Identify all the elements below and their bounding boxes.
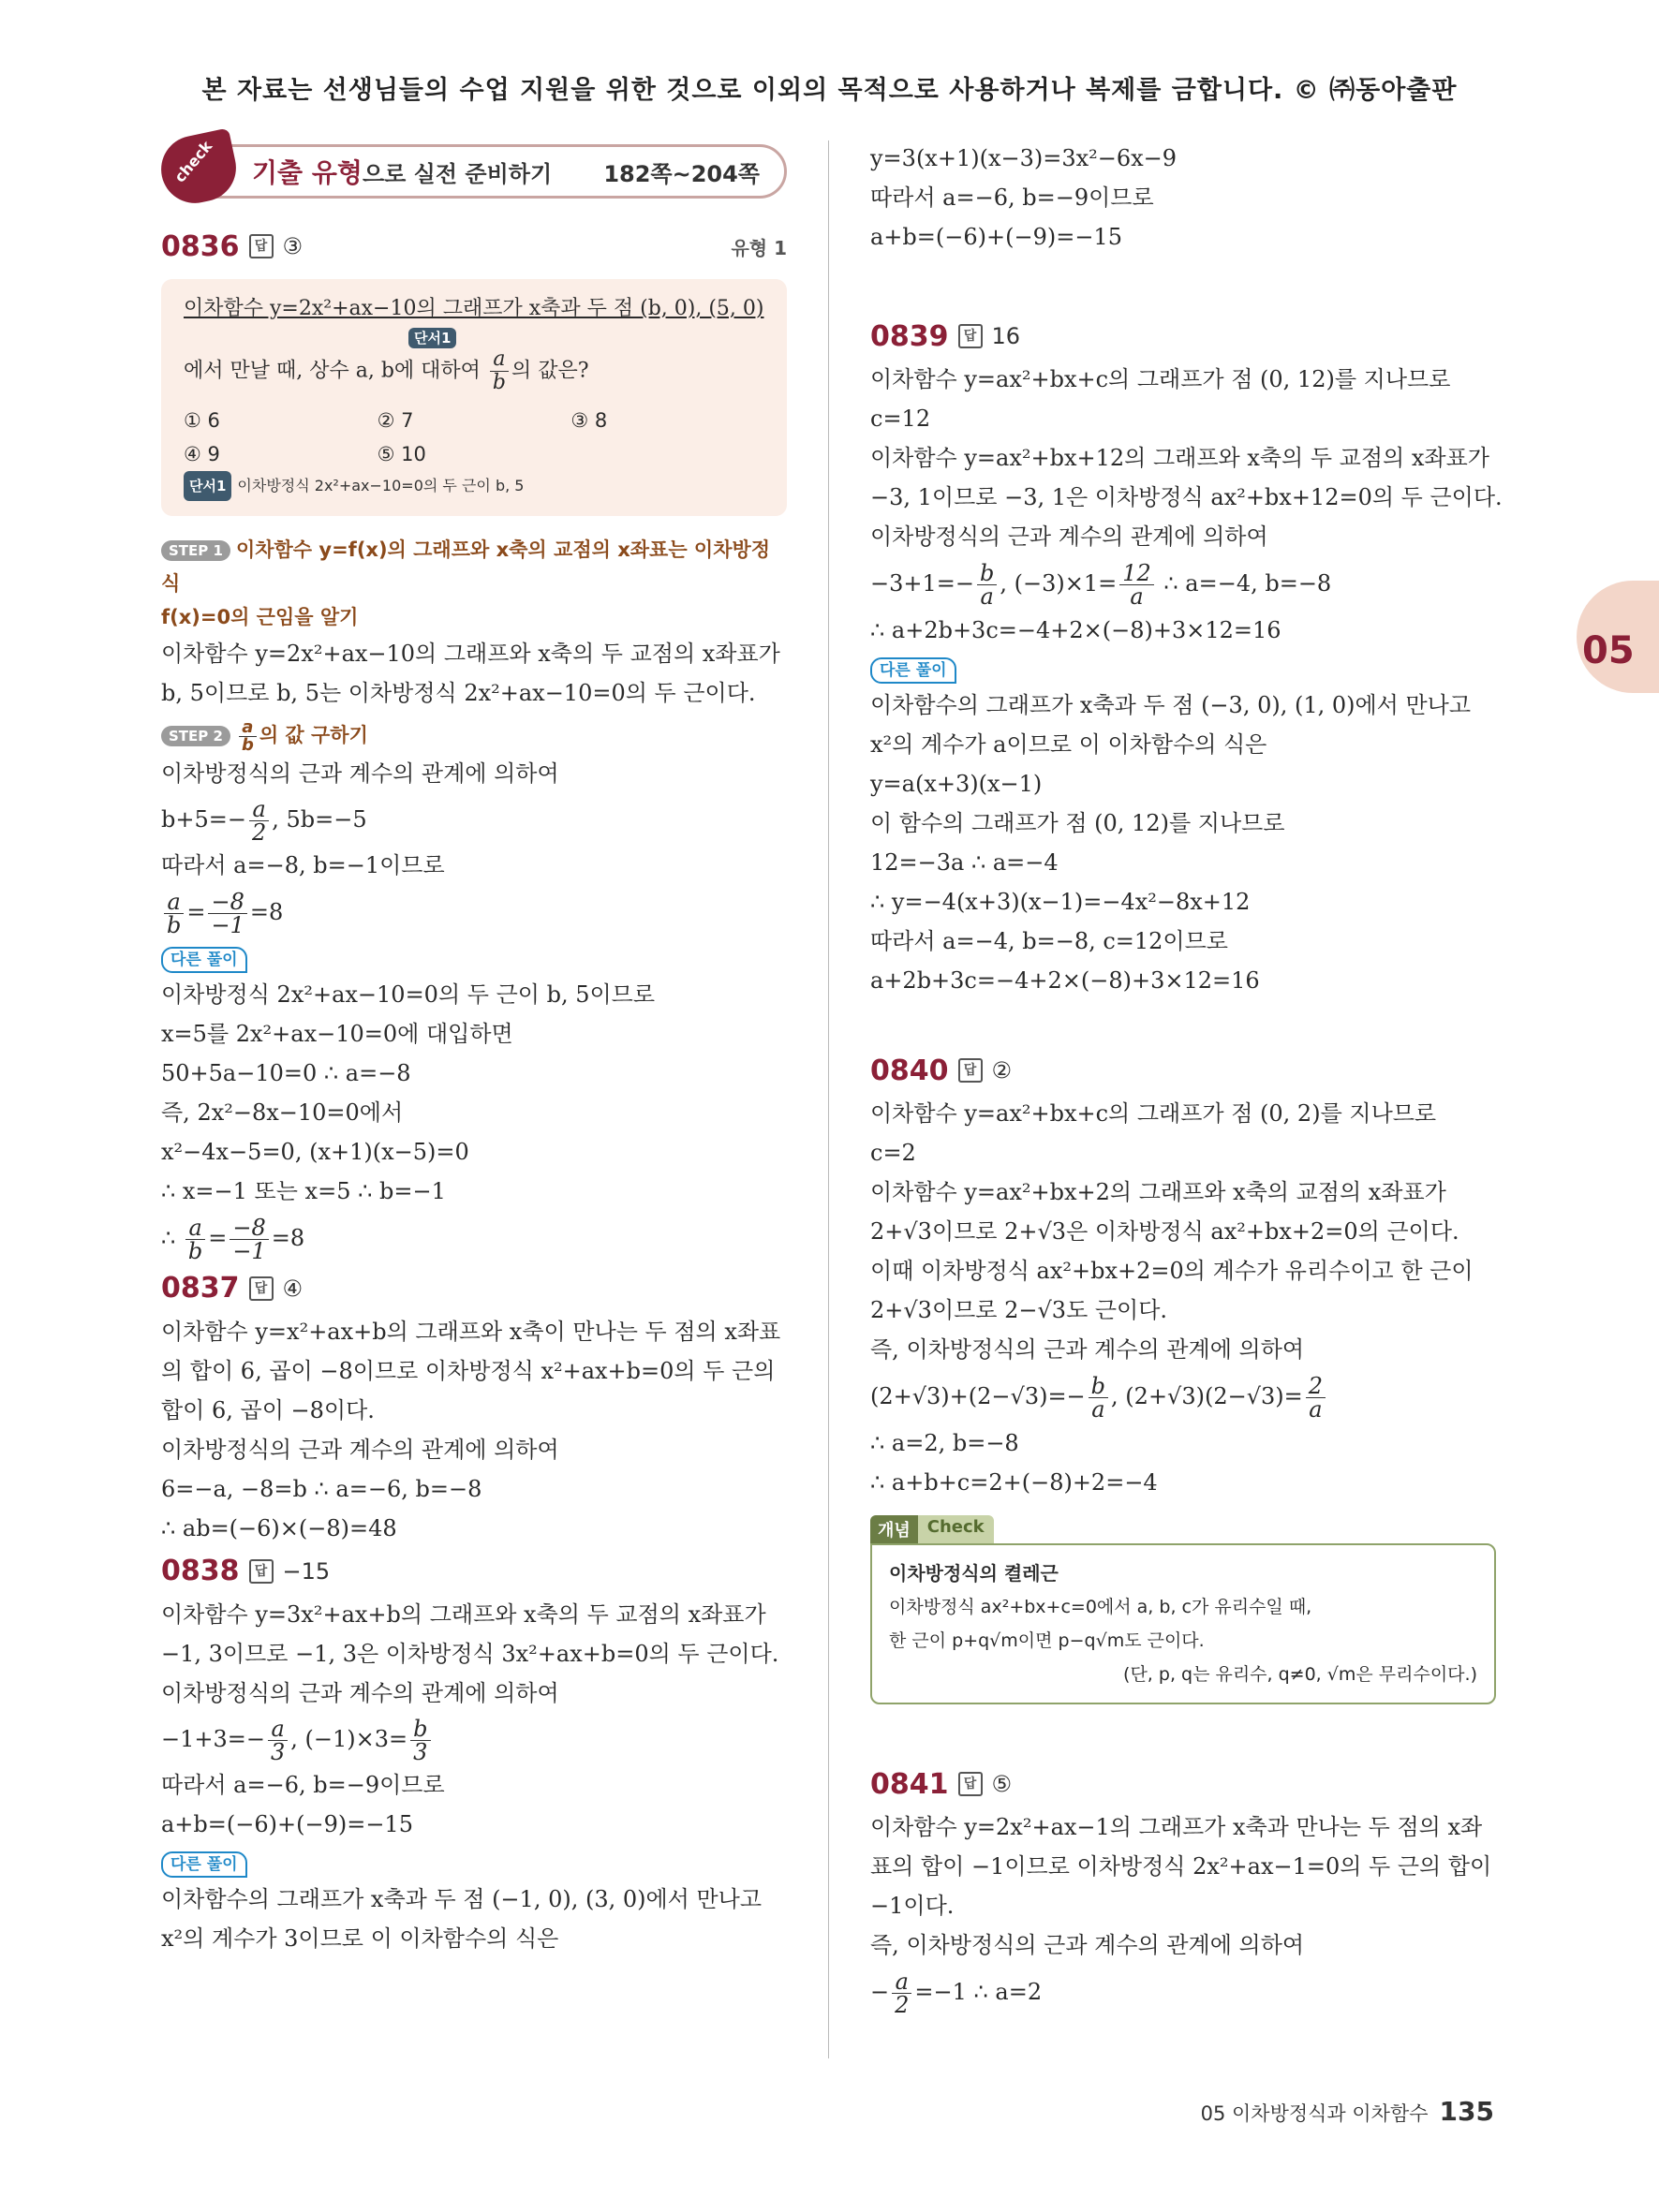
answer-value: ③ bbox=[282, 233, 304, 259]
chapter-title: 05 이차방정식과 이차함수 bbox=[1200, 2102, 1429, 2125]
copyright-notice: 본 자료는 선생님들의 수업 지원을 위한 것으로 이외의 목적으로 사용하거나 복제를 금합니다. © ㈜동아출판 bbox=[201, 76, 1458, 105]
problem-header-0840: 0840 답 ② bbox=[870, 1054, 1013, 1087]
choice: ④ 9 bbox=[184, 443, 220, 465]
problem-box-0836: 이차함수 y=2x²+ax−10의 그래프가 x축과 두 점 (b, 0), (5, 0) 단서1 에서 만날 때, 상수 a, b에 대하여 $\frac{a}{b}$ 의 값은? ① 6 ② 7 ③ 8 ④ 9 ⑤ 10 단서1 이차방정식 2x²+ax−10=0의 두 근이 b, 5 bbox=[161, 279, 787, 516]
answer-value: 16 bbox=[991, 323, 1021, 349]
check-flag-icon: check bbox=[155, 127, 242, 209]
choice: ③ 8 bbox=[570, 409, 608, 432]
answer-icon: 답 bbox=[958, 324, 983, 348]
banner-title: 기출 유형으로 실전 준비하기 bbox=[252, 157, 553, 188]
type-badge: 유형 1 bbox=[731, 236, 787, 259]
answer-icon: 답 bbox=[958, 1772, 983, 1796]
fraction: $\frac{a}{b}$ bbox=[490, 348, 509, 394]
alt-solution-badge: 다른 풀이 bbox=[870, 657, 956, 684]
problem-header-0841: 0841 답 ⑤ bbox=[870, 1767, 1013, 1801]
answer-value: ② bbox=[991, 1057, 1013, 1084]
problem-header-0836: 0836 답 ③ 유형 1 bbox=[161, 229, 787, 263]
answer-value: −15 bbox=[282, 1557, 331, 1585]
right-column: y=3(x+1)(x−3)=3x²−6x−9 따라서 a=−6, b=−9이므로 a+b=(−6)+(−9)=−15 0839 답 16 이차함수 y=ax²+bx+c의 그래프가 점 (0, 12)를 지나므로 c=12 이차함수 y=ax²+bx+12의 그래프와 x축의 두 교점의 x좌표가 −3, 1이므로 −3, 1은 이차방정식 ax²+bx+12=0의 두 근이다. 이차방정식의 근과 계수의 관계에 의하여 −3+1=− $\frac{b}{a}$ , (−3)×1= $\frac{12}{a}$ ∴ a=−4, b=−8 ∴ a+2b+3c=−4+2×(−8)+3×12=16 다른 풀이 이차함수의 그래프가 x축과 두 점 (−3, 0), (1, 0)에서 만나고 x²의 계수가 a이므로 이 이차함수의 식은 y=a(x+3)(x−1) 이 함수의 그래프가 점 (0, 12)를 지나므로 12=−3a ∴ a=−4 ∴ y=−4(x+3)(x−1)=−4x²−8x+12 따라서 a=−4, b=−8, c=12이므로 a+2b+3c=−4+2×(−8)+3×12=16 0840 답 ② 이차함수 y=ax²+bx+c의 그래프가 점 (0, 2)를 지나므로 c=2 이차함수 y=ax²+bx+2의 그래프와 x축의 교점의 x좌표가 2+√3이므로 2+√3은 이차방정식 ax²+bx+2=0의 근이다. 이때 이차방정식 ax²+bx+2=0의 계수가 유리수이고 한 근이 2+√3이므로 2−√3도 근이다. 즉, 이차방정식의 근과 계수의 관계에 의하여 (2+√3)+(2−√3)=− $\frac{b}{a}$ , (2+√3)(2−√3)= $\frac{2}{a}$ ∴ a=2, b=−8 ∴ a+b+c=2+(−8)+2=−4 개념 Check 이차방정식의 켤레근 이차방정식 ax²+bx+c=0에서 a, b, c가 유리수일 때, 한 근이 p+q√m이면 p−q√m도 근이다. (단, p, q는 유리수, q≠0, √m은 무리수이다.) 0841 답 ⑤ 이차함수 y=2x²+ax−1의 그래프가 x축과 만나는 두 점의 x좌 표의 합이 −1이므로 이차방정식 2x²+ax−1=0의 두 근의 합이 −1이다. 즉, 이차방정식의 근과 계수의 관계에 의하여 − $\frac{a}{2}$ =−1 ∴ a=2 bbox=[870, 145, 1503, 2018]
problem-header-0837: 0837 답 ④ bbox=[161, 1272, 304, 1305]
banner-pages: 182쪽~204쪽 bbox=[603, 160, 760, 187]
problem-header-0838: 0838 답 −15 bbox=[161, 1555, 331, 1587]
answer-icon: 답 bbox=[958, 1058, 983, 1083]
answer-value: ④ bbox=[282, 1275, 304, 1302]
left-column: 기출 유형으로 실전 준비하기 182쪽~204쪽 check 0836 답 ③ 유형 1 이차함수 y=2x²+ax−10의 그래프가 x축과 두 점 (b, 0), (5, 0) 단서1 에서 만날 때, 상수 a, b에 대하여 $\frac{a}{b}$ 의 값은? ① 6 ② 7 ③ 8 ④ 9 ⑤ 10 단서1 이차방정식 2x²+ax−10=0의 두 근이 b, 5 STEP 1 이차함수 y=f(x)의 그래프와 x축의 교점의 x좌표는 이차방정식 f(x)=0의 근임을 알기 이차함수 y=2x²+ax−10의 그래프와 x축의 두 교점의 x좌표가 b, 5이므로 b, 5는 이차방정식 2x²+ax−10=0의 두 근이다. STEP 2 $\frac{a}{b}$ 의 값 구하기 이차방정식의 근과 계수의 관계에 의하여 b+5=− $\frac{a}{2}$ , 5b=−5 따라서 a=−8, b=−1이므로 $\frac{a}{b}$ = $\frac{-8}{-1}$ =8 다른 풀이 이차방정식 2x²+ax−10=0의 두 근이 b, 5이므로 x=5를 2x²+ax−10=0에 대입하면 50+5a−10=0 ∴ a=−8 즉, 2x²−8x−10=0에서 x²−4x−5=0, (x+1)(x−5)=0 ∴ x=−1 또는 x=5 ∴ b=−1 ∴ $\frac{a}{b}$ = $\frac{-8}{-1}$ =8 0837 답 ④ 이차함수 y=x²+ax+b의 그래프와 x축이 만나는 두 점의 x좌표 의 합이 6, 곱이 −8이므로 이차방정식 x²+ax+b=0의 두 근의 합이 6, 곱이 −8이다. 이차방정식의 근과 계수의 관계에 의하여 6=−a, −8=b ∴ a=−6, b=−8 ∴ ab=(−6)×(−8)=48 0838 답 −15 이차함수 y=3x²+ax+b의 그래프와 x축의 두 교점의 x좌표가 −1, 3이므로 −1, 3은 이차방정식 3x²+ax+b=0의 두 근이다. 이차방정식의 근과 계수의 관계에 의하여 −1+3=− $\frac{a}{3}$ , (−1)×3= $\frac{b}{3}$ 따라서 a=−6, b=−9이므로 a+b=(−6)+(−9)=−15 다른 풀이 이차함수의 그래프가 x축과 두 점 (−1, 0), (3, 0)에서 만나고 x²의 계수가 3이므로 이 이차함수의 식은 bbox=[161, 139, 787, 1958]
answer-icon: 답 bbox=[249, 1276, 274, 1301]
choice: ② 7 bbox=[377, 409, 414, 432]
answer-icon: 답 bbox=[249, 1559, 274, 1584]
step-2: STEP 2 $\frac{a}{b}$ 의 값 구하기 bbox=[161, 718, 787, 754]
answer-icon: 답 bbox=[249, 234, 274, 258]
concept-check-box: 개념 Check 이차방정식의 켤레근 이차방정식 ax²+bx+c=0에서 a, b, c가 유리수일 때, 한 근이 p+q√m이면 p−q√m도 근이다. (단, p, q는 유리수, q≠0, √m은 무리수이다.) bbox=[870, 1515, 1496, 1704]
clue-hint: 단서1 이차방정식 2x²+ax−10=0의 두 근이 b, 5 bbox=[184, 471, 764, 501]
alt-solution-badge: 다른 풀이 bbox=[161, 947, 247, 973]
choice: ⑤ 10 bbox=[377, 443, 426, 465]
page-number: 135 bbox=[1439, 2096, 1494, 2127]
column-divider bbox=[828, 140, 829, 2058]
chapter-side-tab: 05 bbox=[1577, 581, 1659, 693]
problem-header-0839: 0839 답 16 bbox=[870, 319, 1021, 353]
section-banner bbox=[161, 139, 787, 202]
answer-value: ⑤ bbox=[991, 1771, 1013, 1797]
choice: ① 6 bbox=[184, 409, 220, 432]
clue-tag: 단서1 bbox=[408, 328, 456, 348]
answer-choices bbox=[184, 404, 764, 471]
page-footer bbox=[1201, 2096, 1494, 2127]
alt-solution-badge: 다른 풀이 bbox=[161, 1851, 247, 1878]
step-1: STEP 1 이차함수 y=f(x)의 그래프와 x축의 교점의 x좌표는 이차방정식 bbox=[161, 538, 771, 595]
